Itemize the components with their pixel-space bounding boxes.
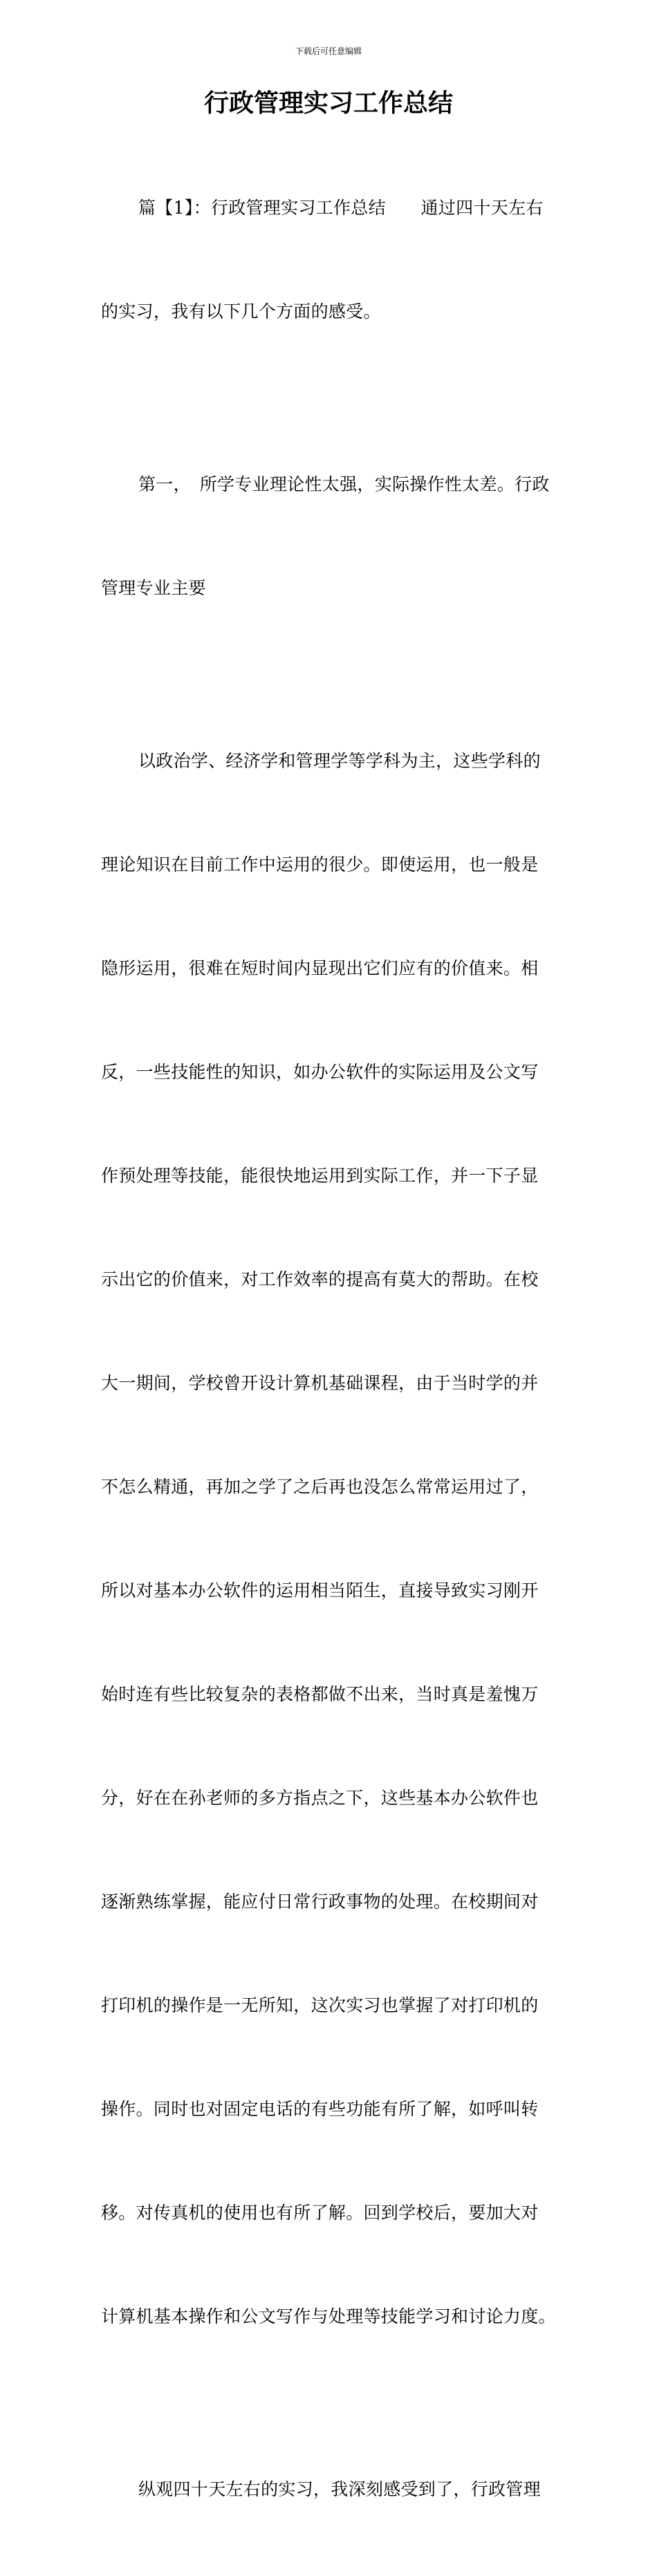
text-line: 始时连有些比较复杂的表格都做不出来，当时真是羞愧万 <box>101 1684 539 1704</box>
text-line: 的实习，我有以下几个方面的感受。 <box>101 301 381 321</box>
text-line: 示出它的价值来，对工作效率的提高有莫大的帮助。在校 <box>101 1269 539 1289</box>
paragraph-2 <box>101 398 557 675</box>
text-line: 打印机的操作是一无所知，这次实习也掌握了对打印机的 <box>101 1995 539 2015</box>
document-title: 行政管理实习工作总结 <box>203 89 453 118</box>
text-line: 大一期间，学校曾开设计算机基础课程，由于当时学的并 <box>101 1373 539 1393</box>
text-line: 篇【1】：行政管理实习工作总结 通过四十天左右 <box>138 198 544 218</box>
text-line: 逐渐熟练掌握，能应付日常行政事物的处理。在校期间对 <box>101 1892 539 1912</box>
paragraph-3 <box>101 675 557 2403</box>
paragraph-1 <box>101 122 557 398</box>
text-line: 理论知识在目前工作中运用的很少。即使运用，也一般是 <box>101 855 539 875</box>
text-line: 所以对基本办公软件的运用相当陌生，直接导致实习刚开 <box>101 1580 539 1600</box>
text-line: 分，好在在孙老师的多方指点之下，这些基本办公软件也 <box>101 1788 539 1808</box>
text-line: 管理专业主要 <box>101 578 206 598</box>
text-line: 隐形运用，很难在短时间内显现出它们应有的价值来。相 <box>101 958 539 978</box>
paragraph-4 <box>101 2403 557 2576</box>
text-line: 作预处理等技能，能很快地运用到实际工作，并一下子显 <box>101 1166 539 1186</box>
text-line: 操作。同时也对固定电话的有些功能有所了解，如呼叫转 <box>101 2099 539 2119</box>
text-line: 计算机基本操作和公文写作与处理等技能学习和讨论力度。 <box>101 2306 556 2326</box>
header-note: 下载后可任意编辑 <box>295 46 362 56</box>
text-line: 反，一些技能性的知识，如办公软件的实际运用及公文写 <box>101 1062 539 1082</box>
text-line: 第一， 所学专业理论性太强，实际操作性太差。行政 <box>138 474 550 494</box>
text-line: 不怎么精通，再加之学了之后再也没怎么常常运用过了， <box>101 1477 539 1497</box>
text-line: 以政治学、经济学和管理学等学科为主，这些学科的 <box>138 751 541 771</box>
text-line: 纵观四十天左右的实习，我深刻感受到了，行政管理 <box>138 2479 541 2499</box>
text-line: 移。对传真机的使用也有所了解。回到学校后，要加大对 <box>101 2203 539 2223</box>
document-body <box>101 122 557 2576</box>
